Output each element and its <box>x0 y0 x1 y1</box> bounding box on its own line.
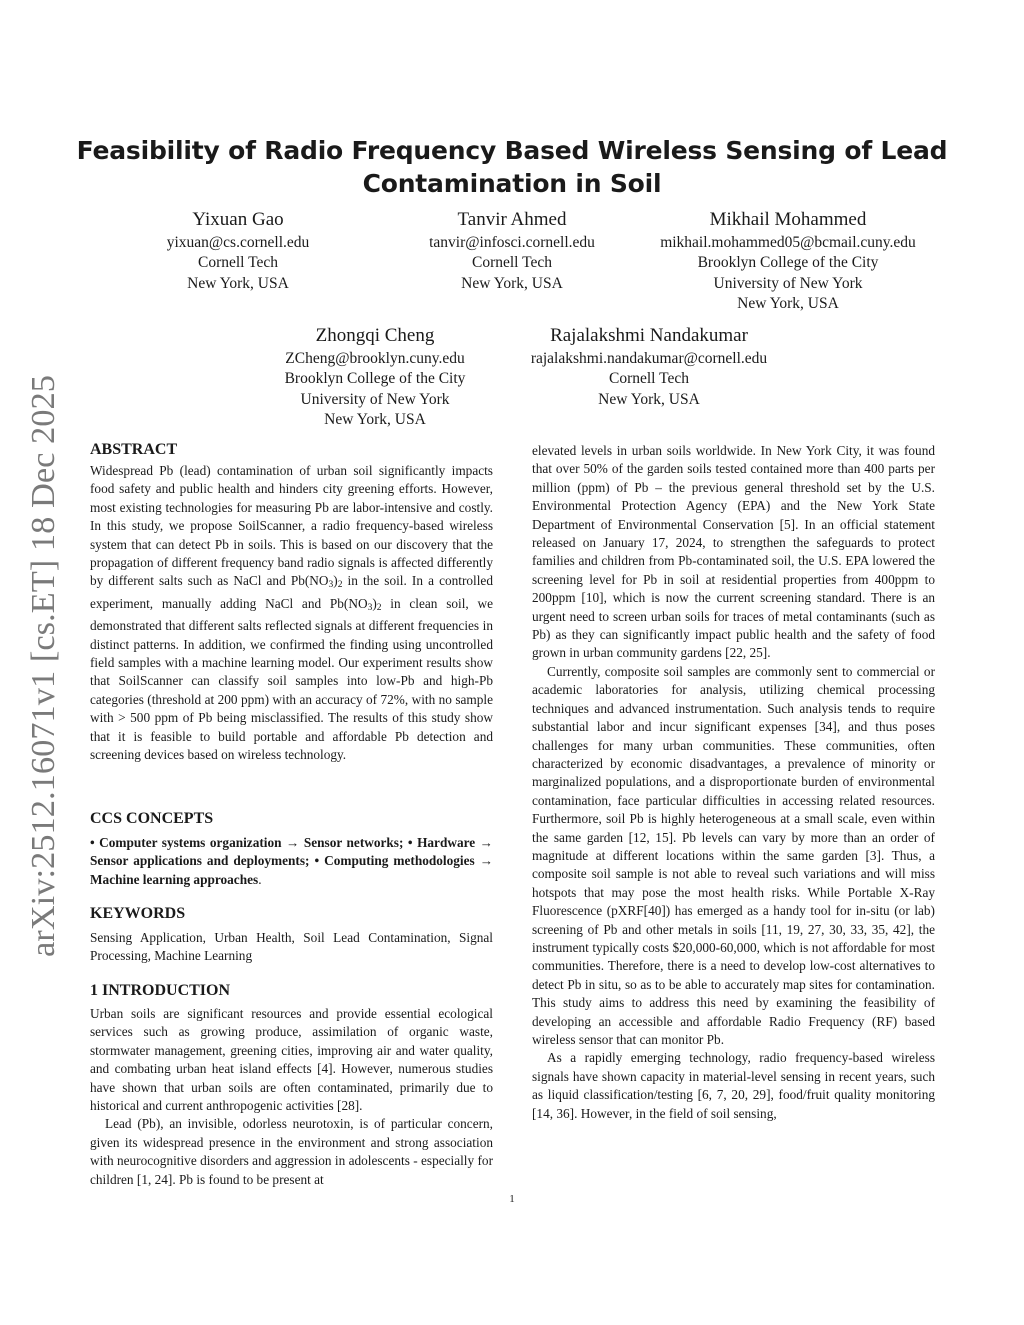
abstract-text-4: ) <box>372 595 377 611</box>
author-name: Tanvir Ahmed <box>457 209 567 230</box>
author-affiliation: Cornell Tech <box>472 254 552 272</box>
ccs-body <box>90 834 493 889</box>
arxiv-stamp-text: arXiv:2512.16071v1 [cs.ET] 18 Dec 2025 <box>25 382 62 957</box>
author-name: Yixuan Gao <box>192 209 284 230</box>
author-email: ZCheng@brooklyn.cuny.edu <box>285 350 465 367</box>
author-email: yixuan@cs.cornell.edu <box>166 234 310 251</box>
author-affiliation: Brooklyn College of the City <box>697 254 879 272</box>
page-number: 1 <box>509 1193 515 1205</box>
author-block-1 <box>138 208 338 294</box>
subscript: 3 <box>328 580 334 591</box>
author-affiliation: Cornell Tech <box>609 370 689 388</box>
abstract-text-1: Widespread Pb (lead) contamination of urban soil significantly impacts food safety and public health and hinders city greening efforts. However, most existing technologies for measuring Pb are labor-intensive and costly. In this study, we propose SoilScanner, a radio frequency-based wireless system that can detect Pb in soils. This is based on our discovery that the propagation of different frequency band radio signals is affected differently by different salts such as NaCl and Pb(NO <box>90 463 493 589</box>
intro-paragraph-5: As a rapidly emerging technology, radio frequency-based wireless signals have shown capacity in material-level sensing in recent years, such as liquid classification/testing [6, 7, 20, 29], food/fruit quality monitoring [14, 36]. However, in the field of soil sensing, <box>532 1050 935 1121</box>
author-affiliation: Cornell Tech <box>198 254 278 272</box>
subscript: 3 <box>367 602 373 613</box>
arxiv-stamp <box>8 372 68 962</box>
author-affiliation: Brooklyn College of the City <box>284 370 466 388</box>
author-email: tanvir@infosci.cornell.edu <box>429 234 595 251</box>
author-name: Rajalakshmi Nandakumar <box>550 325 748 346</box>
ccs-end: . <box>258 871 262 887</box>
ccs-paragraph <box>90 834 493 889</box>
paper-title-line-2: Contamination in Soil <box>362 169 662 198</box>
ccs-heading: CCS CONCEPTS <box>90 810 214 827</box>
keywords-heading: KEYWORDS <box>90 905 186 922</box>
author-location: New York, USA <box>598 390 700 408</box>
intro-paragraph-3: elevated levels in urban soils worldwide. In New York City, it was found that over 50% of the garden soils tested contained more than 400 parts per million (ppm) of Pb – the previous general threshold set by the U.S. Environmental Protection Agency (EPA) and the New York State Department of Environmental Conservation [5]. In an official statement released on January 17, 2024, to strengthen the safeguards to protect families and children from Pb-contaminated soil, the U.S. EPA lowered the screening level for Pb in soil at residential properties from 400ppm to 200ppm [10], which is now the current screening standard. There is an urgent need to screen urban soils for traces of metal contaminants (such as Pb) as they can significantly impact public health and the safety of food grown in urban community gardens [22, 25]. <box>532 443 935 661</box>
author-affiliation-2: University of New York <box>713 274 863 292</box>
abstract-paragraph <box>90 462 493 765</box>
paper-title-line-1: Feasibility of Radio Frequency Based Wireless Sensing of Lead <box>76 136 948 165</box>
intro-paragraph-1: Urban soils are significant resources and provide essential ecological services such as growing produce, assimilation of organic waste, stormwater management, greening cities, improving air and water quality, and combating urban heat island effects [4]. However, numerous studies have shown that urban soils are often contaminated, primarily due to historical and current anthropogenic activities [28]. <box>90 1006 493 1114</box>
intro-body-right <box>532 442 935 1123</box>
author-email: mikhail.mohammed05@bcmail.cuny.edu <box>660 234 916 251</box>
intro-heading: 1 INTRODUCTION <box>90 982 231 999</box>
author-name: Zhongqi Cheng <box>315 325 435 346</box>
abstract-text-3: in the soil. In a controlled experiment, manually adding NaCl and Pb(NO <box>90 573 493 611</box>
author-location: New York, USA <box>461 274 563 292</box>
author-email: rajalakshmi.nandakumar@cornell.edu <box>530 350 768 367</box>
author-location: New York, USA <box>324 411 426 429</box>
subscript: 2 <box>376 602 382 613</box>
author-location: New York, USA <box>737 295 839 313</box>
ccs-concept-2: ; • Hardware → Sensor applications and deployments <box>90 835 493 869</box>
author-block-4 <box>266 324 484 431</box>
author-name: Mikhail Mohammed <box>709 209 867 230</box>
intro-body-left <box>90 1005 493 1189</box>
author-block-3 <box>652 208 924 315</box>
abstract-body <box>90 462 493 765</box>
keywords-body <box>90 929 493 966</box>
author-location: New York, USA <box>187 274 289 292</box>
abstract-text-2: ) <box>333 573 338 589</box>
subscript: 2 <box>337 580 343 591</box>
intro-paragraph-4: Currently, composite soil samples are commonly sent to commercial or academic laboratories for analysis, utilizing chemical processing techniques and advanced instrumentation. Such analysis tends to require substantial labor and incur significant expenses [34], and thus poses challenges for many urban communities. These communities, often characterized by economic disadvantages, a prevalence of minority or marginalized populations, and a disproportionate burden of environmental contamination, face particular difficulties in accessing related resources. Furthermore, soil Pb is highly heterogeneous at a small scale, even within the same garden [12, 15]. Pb levels can vary by more than an order of magnitude at different locations within the same garden [3]. Thus, a composite soil sample is not able to reveal such variations and will miss hotspots that may pose the most health risks. While Portable X-Ray Fluorescence (pXRF[40]) has emerged as a handy tool for in-situ (or lab) screening of Pb and other metals in soils [11, 19, 27, 30, 33, 35, 42], the instrument typically costs $20,000-60,000, which is not affordable for most communities. Therefore, there is a need to develop low-cost alternatives to detect Pb in situ, so as to be able to accurately map sites for contamination. This study aims to address this need by examining the feasibility of developing an accessible and affordable Radio Frequency (RF) based wireless sensor that can monitor Pb. <box>532 663 935 1047</box>
ccs-concept-1: • Computer systems organization → Sensor networks <box>90 835 399 850</box>
abstract-heading: ABSTRACT <box>90 441 178 458</box>
author-block-5 <box>512 324 786 410</box>
intro-paragraph-2: Lead (Pb), an invisible, odorless neurotoxin, is of particular concern, given its widespread presence in the environment and strong association with neurocognitive disorders and aggression in adolescents - especially for children [1, 24]. Pb is found to be present at <box>90 1116 493 1187</box>
abstract-text-5: in clean soil, we demonstrated that different salts reflected signals at different frequencies in distinct patterns. In addition, we confirmed the finding using uncontrolled field samples with a machine learning model. Our experiment results show that SoilScanner can classify soil samples into low-Pb and high-Pb categories (threshold at 200 ppm) with an accuracy of 72%, with no sample with > 500 ppm of Pb being misclassified. The results of this study show that it is feasible to build portable and affordable Pb detection and screening devices based on wireless technology. <box>90 595 494 763</box>
ccs-concept-3: ; • Computing methodologies → Machine learning approaches <box>90 853 493 887</box>
author-affiliation-2: University of New York <box>300 390 450 408</box>
author-block-2 <box>402 208 622 294</box>
keywords-paragraph: Sensing Application, Urban Health, Soil Lead Contamination, Signal Processing, Machine Learning <box>90 930 493 964</box>
